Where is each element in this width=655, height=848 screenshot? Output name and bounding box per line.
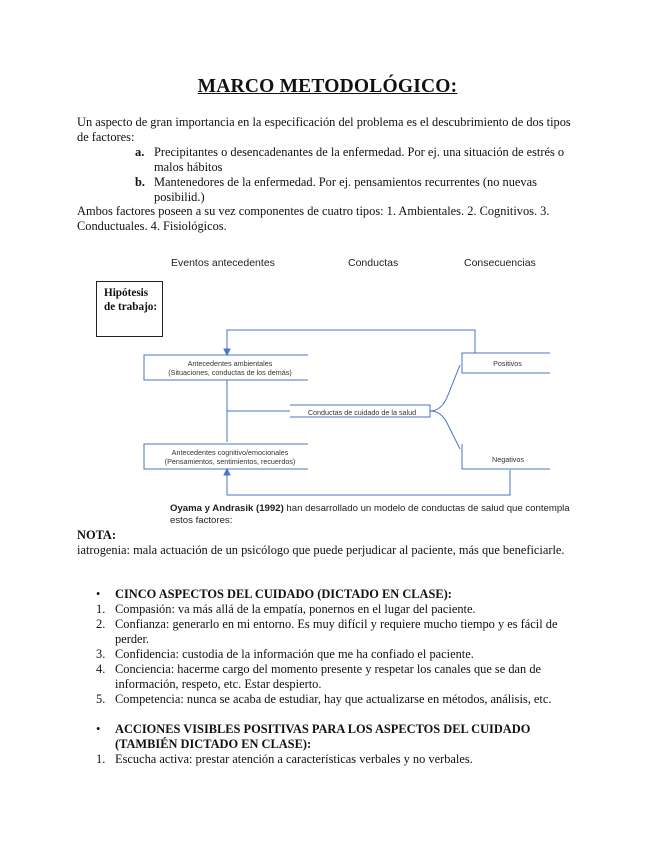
env-label-1: Antecedentes ambientales [187,359,273,368]
cog-label-1: Antecedentes cognitivo/emocionales [171,448,289,457]
components-paragraph: Ambos factores poseen a su vez componentes de cuatro tipos: 1. Ambientales. 2. Cognitivos. 3. Conductuales. 4. Fisiológicos. [77,204,550,234]
factor-letter-b: b. [135,175,145,189]
diagram-head-antecedents: Eventos antecedentes [171,257,275,269]
acciones-num-1: 1. [96,752,106,766]
page-title: MARCO METODOLÓGICO: [197,76,458,97]
cinco-num-5: 5. [96,692,106,706]
factor-text-b: Mantenedores de la enfermedad. Por ej. pensamientos recurrentes (no nuevas posibilid.) [154,175,537,205]
branch-negative [430,411,460,449]
intro-paragraph: Un aspecto de gran importancia en la especificación del problema es el descubrimiento de dos tipos de factores: [77,115,571,145]
health-label: Conductas de cuidado de la salud [307,408,417,417]
hypothesis-box: Hipótesis de trabajo: [96,281,163,337]
cinco-bullet: • [96,587,101,601]
cinco-num-3: 3. [96,647,106,661]
factor-text-a: Precipitantes o desencadenantes de la enfermedad. Por ej. una situación de estrés o malos hábitos [154,145,565,175]
factor-letter-a: a. [135,145,145,159]
branch-positive [430,365,460,411]
cinco-item-4: Conciencia: hacerme cargo del momento presente y respetar los canales que se dan de información, respeto, etc. Estar despierto. [115,662,542,692]
acciones-heading: ACCIONES VISIBLES POSITIVAS PARA LOS ASPECTOS DEL CUIDADO (TAMBIÉN DICTADO EN CLASE): [115,722,531,752]
positive-label: Positivos [493,359,522,368]
cinco-item-3: Confidencia: custodia de la información que me ha confiado el paciente. [115,647,474,661]
cog-label-2: (Pensamientos, sentimientos, recuerdos) [164,457,296,466]
feedback-top-line [227,330,475,355]
diagram-head-behaviors: Conductas [348,257,399,269]
cinco-num-1: 1. [96,602,106,616]
negative-label: Negativos [492,455,524,464]
arrow-up-icon [224,469,230,475]
cinco-item-2: Confianza: generarlo en mi entorno. Es muy difícil y requiere mucho tiempo y es fácil de perder. [115,617,558,647]
cinco-num-4: 4. [96,662,106,676]
arrow-down-icon [224,349,230,355]
diagram-caption [170,503,570,528]
cinco-num-2: 2. [96,617,106,631]
caption-authors: Oyama y Andrasik (1992) [170,503,284,514]
note-label: NOTA: [77,528,117,542]
acciones-bullet: • [96,722,101,736]
acciones-item-1: Escucha activa: prestar atención a características verbales y no verbales. [115,752,473,766]
env-label-2: (Situaciones, conductas de los demás) [168,368,292,377]
cinco-heading: CINCO ASPECTOS DEL CUIDADO (DICTADO EN CLASE): [115,587,452,601]
cinco-item-5: Competencia: nunca se acaba de estudiar, hay que actualizarse en métodos, análisis, etc. [115,692,552,706]
caption-rest: han desarrollado un modelo de conductas de salud que contempla estos factores: [170,503,570,527]
note-text: iatrogenia: mala actuación de un psicólogo que puede perjudicar al paciente, más que beneficiarle. [77,543,565,557]
feedback-bottom-line [227,470,510,495]
cinco-item-1: Compasión: va más allá de la empatía, ponernos en el lugar del paciente. [115,602,476,616]
diagram-head-consequences: Consecuencias [464,257,536,269]
